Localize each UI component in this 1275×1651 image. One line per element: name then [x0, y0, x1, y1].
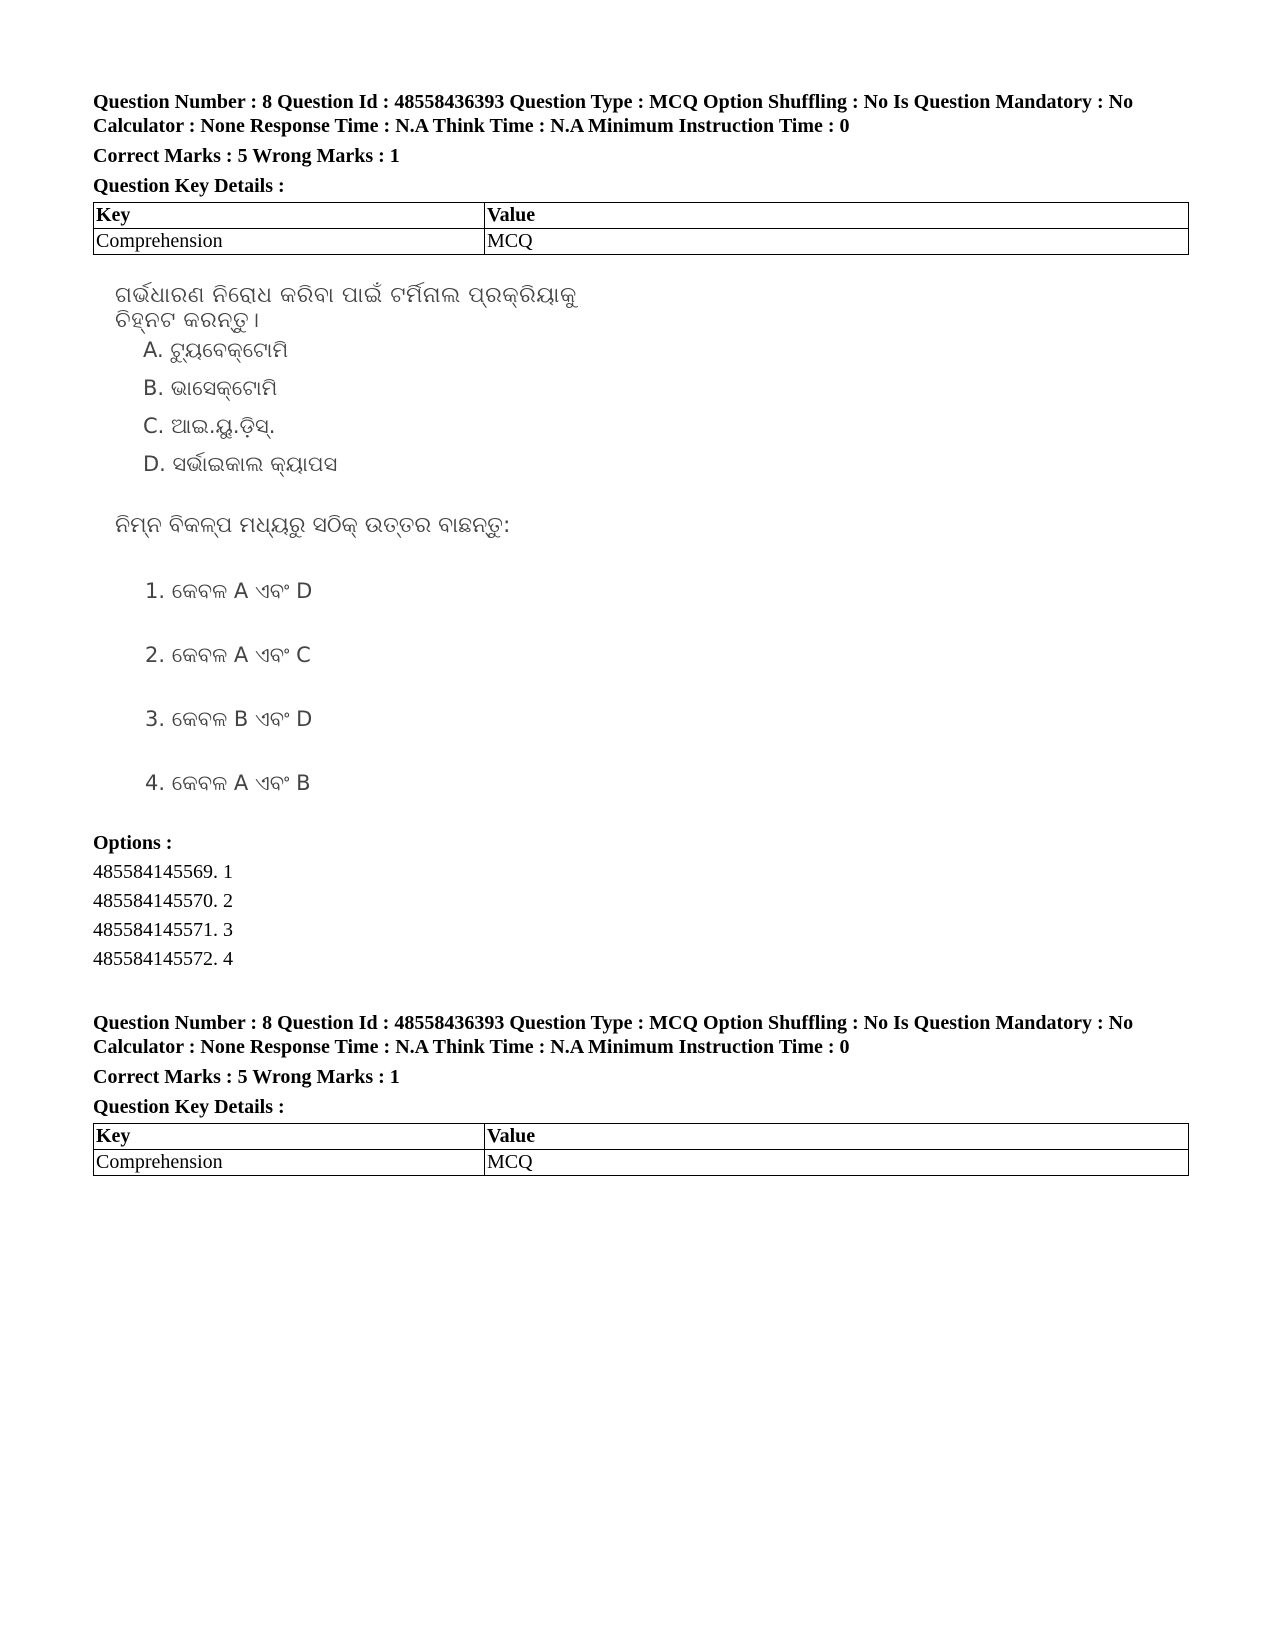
options-title: Options :: [93, 832, 173, 854]
question-stem: ଗର୍ଭଧାରଣ ନିରୋଧ କରିବା ପାଇଁ ଟର୍ମିନାଲ ପ୍ରକ୍ରିୟାକୁ ଚିହ୍ନଟ କରନ୍ତୁ।: [115, 283, 577, 333]
answer-choice-2: 2. କେବଳ A ଏବଂ C: [145, 643, 311, 667]
question-meta-line-2: Calculator : None Response Time : N.A Think Time : N.A Minimum Instruction Time : 0: [93, 1036, 850, 1058]
marks-line: Correct Marks : 5 Wrong Marks : 1: [93, 145, 400, 167]
marks-line: Correct Marks : 5 Wrong Marks : 1: [93, 1066, 400, 1088]
table-cell-key: Comprehension: [94, 1150, 485, 1176]
table-row: [94, 1150, 1189, 1176]
table-cell-value: MCQ: [485, 1150, 1189, 1176]
question-meta-line-2: Calculator : None Response Time : N.A Think Time : N.A Minimum Instruction Time : 0: [93, 115, 850, 137]
table-row: [94, 229, 1189, 255]
question-choice-a: A. ଟ୍ୟୁବେକ୍ଟୋମି: [143, 338, 289, 362]
option-item: 485584145572. 4: [93, 948, 233, 970]
question-meta-line-1: Question Number : 8 Question Id : 48558436393 Question Type : MCQ Option Shuffling : No Is Question Mandatory : No: [93, 91, 1134, 113]
question-choice-b: B. ଭାସେକ୍ଟୋମି: [143, 376, 278, 400]
question-image: [93, 283, 613, 823]
answer-choice-4: 4. କେବଳ A ଏବଂ B: [145, 771, 311, 795]
options-section: [93, 829, 1189, 974]
question-sub-prompt: ନିମ୍ନ ବିକଳ୍ପ ମଧ୍ୟରୁ ସଠିକ୍ ଉତ୍ତର ବାଛନ୍ତୁ:: [115, 513, 511, 538]
table-header-row: [94, 203, 1189, 229]
key-details-title: Question Key Details :: [93, 1096, 285, 1118]
table-header-value: Value: [485, 203, 1189, 229]
key-details-table: [93, 1123, 1189, 1176]
option-item: 485584145569. 1: [93, 861, 233, 883]
answer-choice-3: 3. କେବଳ B ଏବଂ D: [145, 707, 313, 731]
table-cell-key: Comprehension: [94, 229, 485, 255]
answer-choice-1: 1. କେବଳ A ଏବଂ D: [145, 579, 313, 603]
table-header-row: [94, 1124, 1189, 1150]
table-cell-value: MCQ: [485, 229, 1189, 255]
document-page: [93, 90, 1189, 1176]
option-item: 485584145570. 2: [93, 890, 233, 912]
question-header-block: [93, 1011, 1189, 1176]
table-header-value: Value: [485, 1124, 1189, 1150]
question-choice-c: C. ଆଇ.ୟୁ.ଡି଼ସ୍.: [143, 414, 276, 438]
question-meta-line-1: Question Number : 8 Question Id : 48558436393 Question Type : MCQ Option Shuffling : No Is Question Mandatory : No: [93, 1012, 1134, 1034]
table-header-key: Key: [94, 203, 485, 229]
table-header-key: Key: [94, 1124, 485, 1150]
question-choice-d: D. ସର୍ଭାଇକାଲ କ୍ୟାପସ: [143, 452, 338, 476]
key-details-title: Question Key Details :: [93, 175, 285, 197]
option-item: 485584145571. 3: [93, 919, 233, 941]
question-header-block: [93, 90, 1189, 255]
key-details-table: [93, 202, 1189, 255]
